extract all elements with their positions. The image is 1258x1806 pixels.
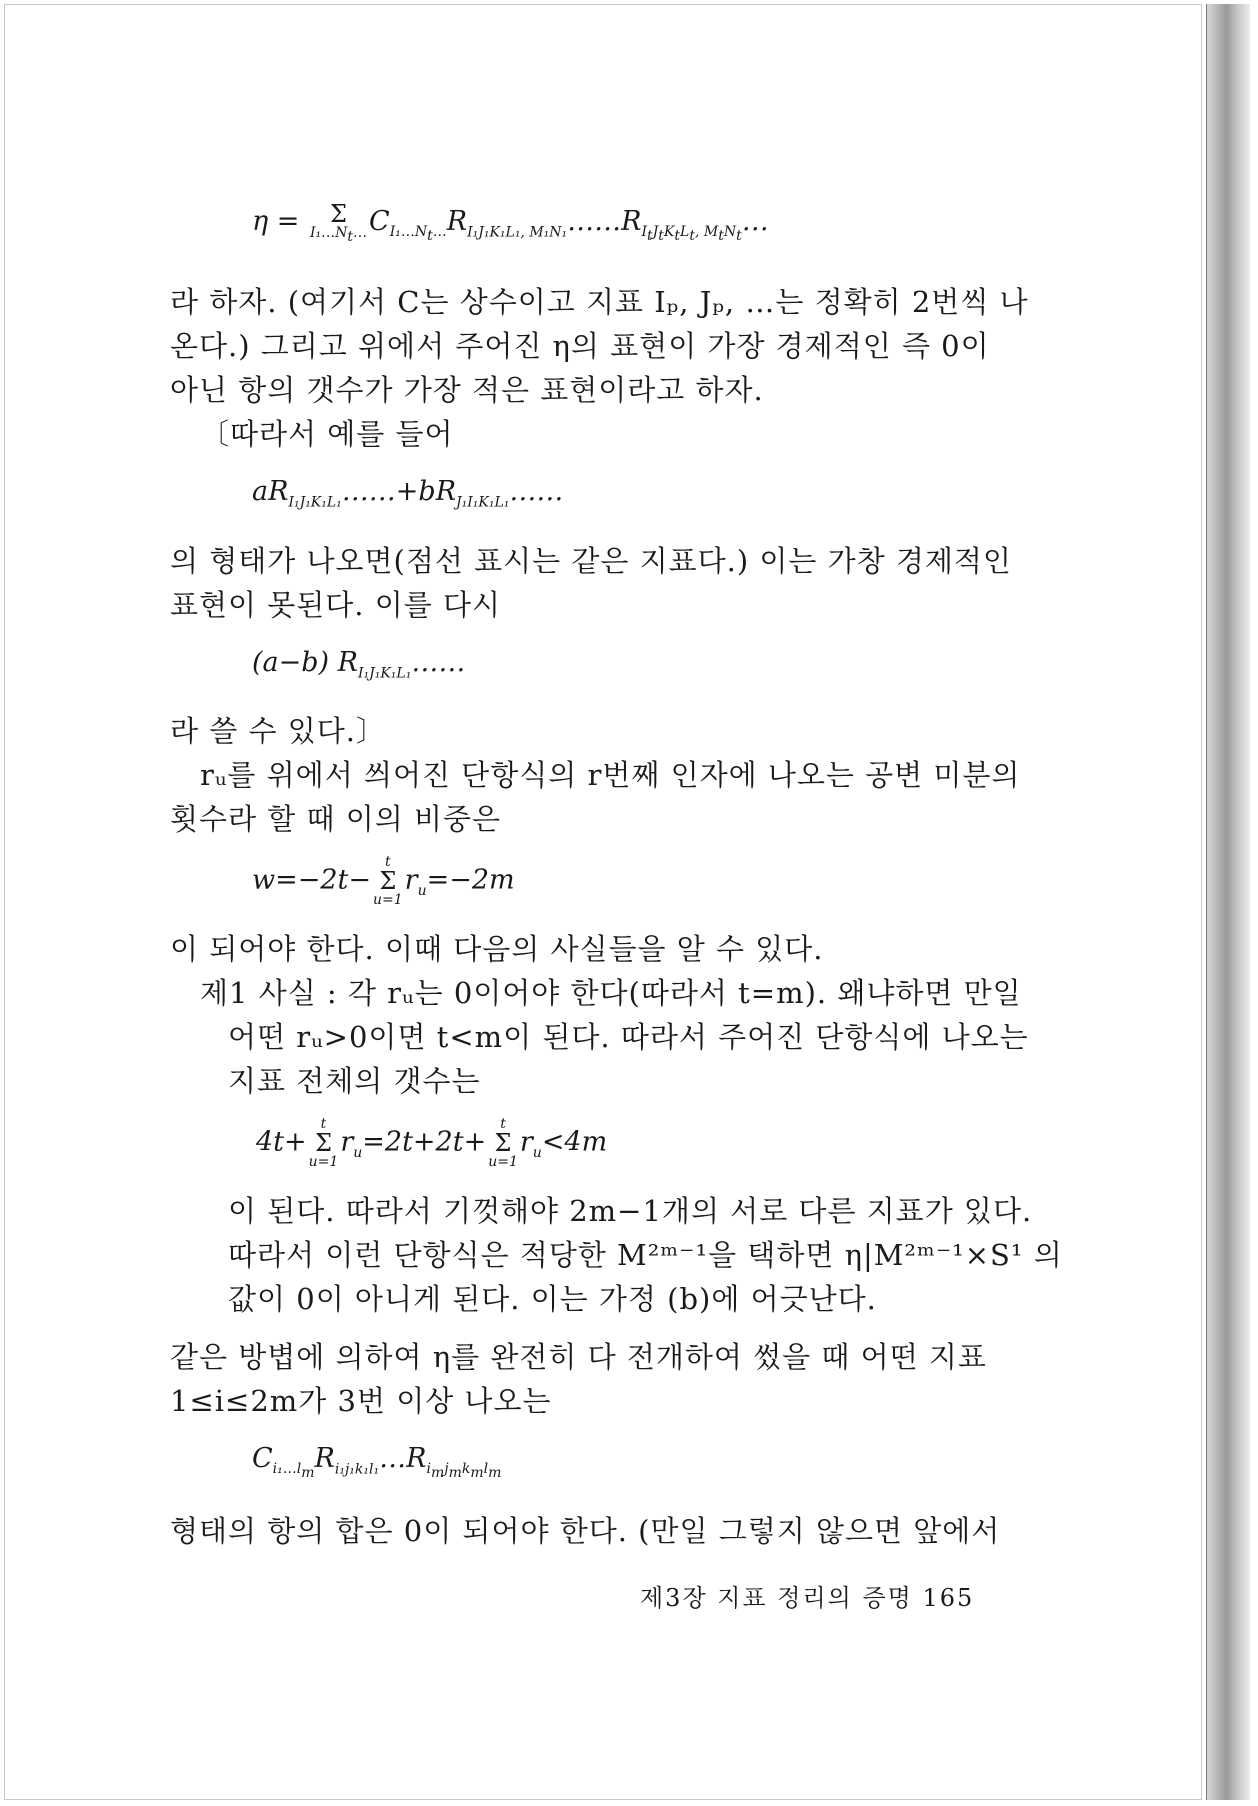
text-line: 값이 0이 아니게 된다. 이는 가정 (b)에 어긋난다. — [228, 1281, 877, 1316]
text-line: 온다.) 그리고 위에서 주어진 η의 표현이 가장 경제적인 즉 0이 — [170, 329, 990, 364]
page-body — [170, 199, 1063, 1553]
formula-c-term: $C_{i_1\dots l_m}R_{i_1j_1k_1l_1}\dots R_{i_mj_mk_ml_m}$ — [252, 1442, 502, 1481]
text-line: 형태의 항의 합은 0이 되어야 한다. (만일 그렇지 않으면 앞에서 — [170, 1513, 1001, 1548]
page-edge-shadow — [1206, 4, 1250, 1800]
text-line: 횟수라 할 때 이의 비중은 — [170, 801, 502, 836]
text-line: 이 되어야 한다. 이때 다음의 사실들을 알 수 있다. — [170, 931, 824, 966]
formula-index-count: 4t+ t Σ u=1 $r_u=2t+2t+$ t Σ u=1 $r_u<4m$ — [256, 1115, 608, 1170]
text-line: 1≤i≤2m가 3번 이상 나오는 — [170, 1383, 552, 1418]
formula-weight: w=−2t− t Σ u=1 $r_u=-2m$ — [252, 853, 515, 908]
text-line: 라 하자. (여기서 C는 상수이고 지표 Iₚ, Jₚ, …는 정확히 2번씩 나 — [170, 285, 1029, 320]
text-line: 지표 전체의 갯수는 — [228, 1063, 481, 1098]
formula-ab-terms: $aR_{I_1J_1K_1L_1}\dots\dots+bR_{J_1I_1K_1L_1}\dots\dots$ — [252, 476, 564, 511]
formula-eta-definition: η = Σ $I_1\dots N_t\dots$ $C_{I_1\dots N_t\dots}R_{I_1J_1K_1L_1, M_1N_1}\dots\dots R_{I_tJ_tK_tL_t, M_tN_t}\dots$ — [252, 199, 769, 245]
text-line: 제1 사실 : 각 rᵤ는 0이어야 한다(따라서 t=m). 왜냐하면 만일 — [200, 975, 1022, 1010]
text-line: 아닌 항의 갯수가 가장 적은 표현이라고 하자. — [170, 373, 764, 408]
page-footer: 제3장 지표 정리의 증명 165 — [640, 1584, 975, 1612]
text-line: 같은 방볍에 의하여 η를 완전히 다 전개하여 썼을 때 어떤 지표 — [170, 1339, 987, 1374]
text-line: 의 형태가 나오면(점선 표시는 같은 지표다.) 이는 가창 경제적인 — [170, 543, 1012, 578]
text-line: 이 된다. 따라서 기껏해야 2m−1개의 서로 다른 지표가 있다. — [228, 1193, 1033, 1228]
text-line: 따라서 이런 단항식은 적당한 M²ᵐ⁻¹을 택하면 η|M²ᵐ⁻¹×S¹ 의 — [228, 1237, 1063, 1272]
formula-a-minus-b: (a−b) $R_{I_1J_1K_1L_1}\dots\dots$ — [252, 646, 466, 681]
text-line: 〔따라서 예를 들어 — [200, 417, 454, 452]
text-line: rᵤ를 위에서 씌어진 단항식의 r번째 인자에 나오는 공변 미분의 — [200, 757, 1021, 792]
text-line: 표현이 못된다. 이를 다시 — [170, 587, 502, 622]
text-line: 라 쓸 수 있다.〕 — [170, 713, 386, 748]
text-line: 어떤 rᵤ>0이면 t<m이 된다. 따라서 주어진 단항식에 나오는 — [228, 1019, 1029, 1054]
